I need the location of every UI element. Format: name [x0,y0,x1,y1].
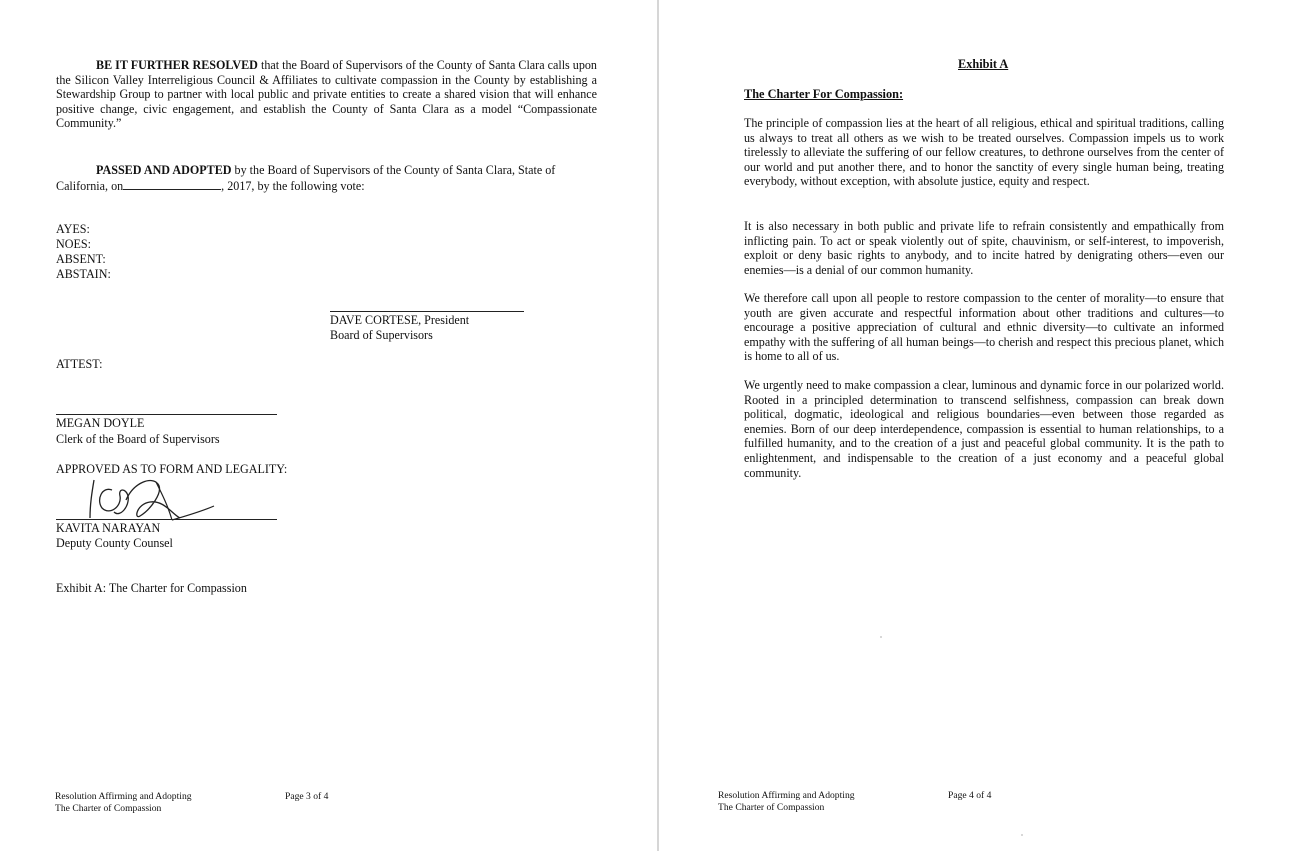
passed-adopted-text-1: by the Board of Supervisors of the County of Santa Clara, State of [231,163,556,177]
further-resolved-text: that the Board of Supervisors of the County of Santa Clara calls upon the Silicon Valley Interreligious Council & Affiliates to cultivate compassion in the County by establishing a Stewardship Group to partner with local public and private entities to create a shared vision that will enhance positive change, civic engagement, and establish the County of Santa Clara as a model “Compassionate Community.” [56,58,597,131]
passed-adopted-paragraph [56,163,616,193]
charter-paragraph-4: We urgently need to make compassion a clear, luminous and dynamic force in our polarized world. Rooted in a principled determination to transcend selfishness, compassion can break down political, dogmatic, ideological and religious boundaries—even between those regarded as enemies. Born of our deep interdependence, compassion is essential to human relationships, to a fulfilled humanity, and to the creation of a just and peaceful global community. It is the path to enlightenment, and indispensable to the creation of a just economy and a peaceful global community. [744,378,1224,480]
vote-ayes: AYES: [56,222,90,236]
counsel-name: KAVITA NARAYAN [56,521,161,535]
exhibit-title: Exhibit A [958,57,1009,71]
further-resolved-paragraph [56,58,597,131]
president-signature-line [330,311,524,312]
counsel-title: Deputy County Counsel [56,536,173,550]
scan-speck [880,636,882,638]
passed-adopted-lead: PASSED AND ADOPTED [96,163,232,177]
page-4-number: Page 4 of 4 [948,790,992,801]
page-4-footer-line-1: Resolution Affirming and Adopting [718,790,855,801]
clerk-title: Clerk of the Board of Supervisors [56,432,220,446]
page-4 [659,0,1313,851]
page-3-footer-line-2: The Charter of Compassion [55,803,162,814]
passed-adopted-text-2a: California, on [56,178,124,193]
page-3-footer-line-1: Resolution Affirming and Adopting [55,791,192,802]
page-4-footer-line-2: The Charter of Compassion [718,802,825,813]
president-name: DAVE CORTESE, President [330,313,470,327]
charter-heading: The Charter For Compassion: [744,87,904,101]
president-title: Board of Supervisors [330,328,433,342]
clerk-name: MEGAN DOYLE [56,416,145,430]
attest-label: ATTEST: [56,357,103,371]
passed-adopted-text-2b: , 2017, by the following vote: [221,178,365,193]
counsel-signature-line [56,519,277,520]
charter-paragraph-1: The principle of compassion lies at the heart of all religious, ethical and spiritual traditions, calling us always to treat all others as we wish to be treated ourselves. Compassion impels us to work tirelessly to alleviate the suffering of our fellow creatures, to dethrone ourselves from the center of our world and put another there, and to honor the sanctity of every single human being, treating everybody, without exception, with absolute justice, equity and respect. [744,116,1224,189]
vote-abstain: ABSTAIN: [56,267,111,281]
charter-paragraph-2: It is also necessary in both public and private life to refrain consistently and empathically from inflicting pain. To act or speak violently out of spite, chauvinism, or self-interest, to impoverish, exploit or deny basic rights to anybody, and to incite hatred by denigrating others—even our enemies—is a denial of our common humanity. [744,219,1224,277]
scan-speck [1021,834,1023,836]
clerk-signature-line [56,414,277,415]
vote-noes: NOES: [56,237,91,251]
exhibit-reference: Exhibit A: The Charter for Compassion [56,581,247,595]
date-blank-line [123,178,221,190]
vote-absent: ABSENT: [56,252,106,266]
page-3-number: Page 3 of 4 [285,791,329,802]
charter-paragraph-3: We therefore call upon all people to restore compassion to the center of morality—to ensure that youth are given accurate and respectful information about other traditions and cultures—to encourage a positive appreciation of cultural and ethnic diversity—to cultivate an informed empathy with the suffering of all human beings—to cherish and respect this precious planet, which is home to all of us. [744,291,1224,364]
further-resolved-lead: BE IT FURTHER RESOLVED [96,58,258,72]
approved-as-to-form-label: APPROVED AS TO FORM AND LEGALITY: [56,462,288,476]
